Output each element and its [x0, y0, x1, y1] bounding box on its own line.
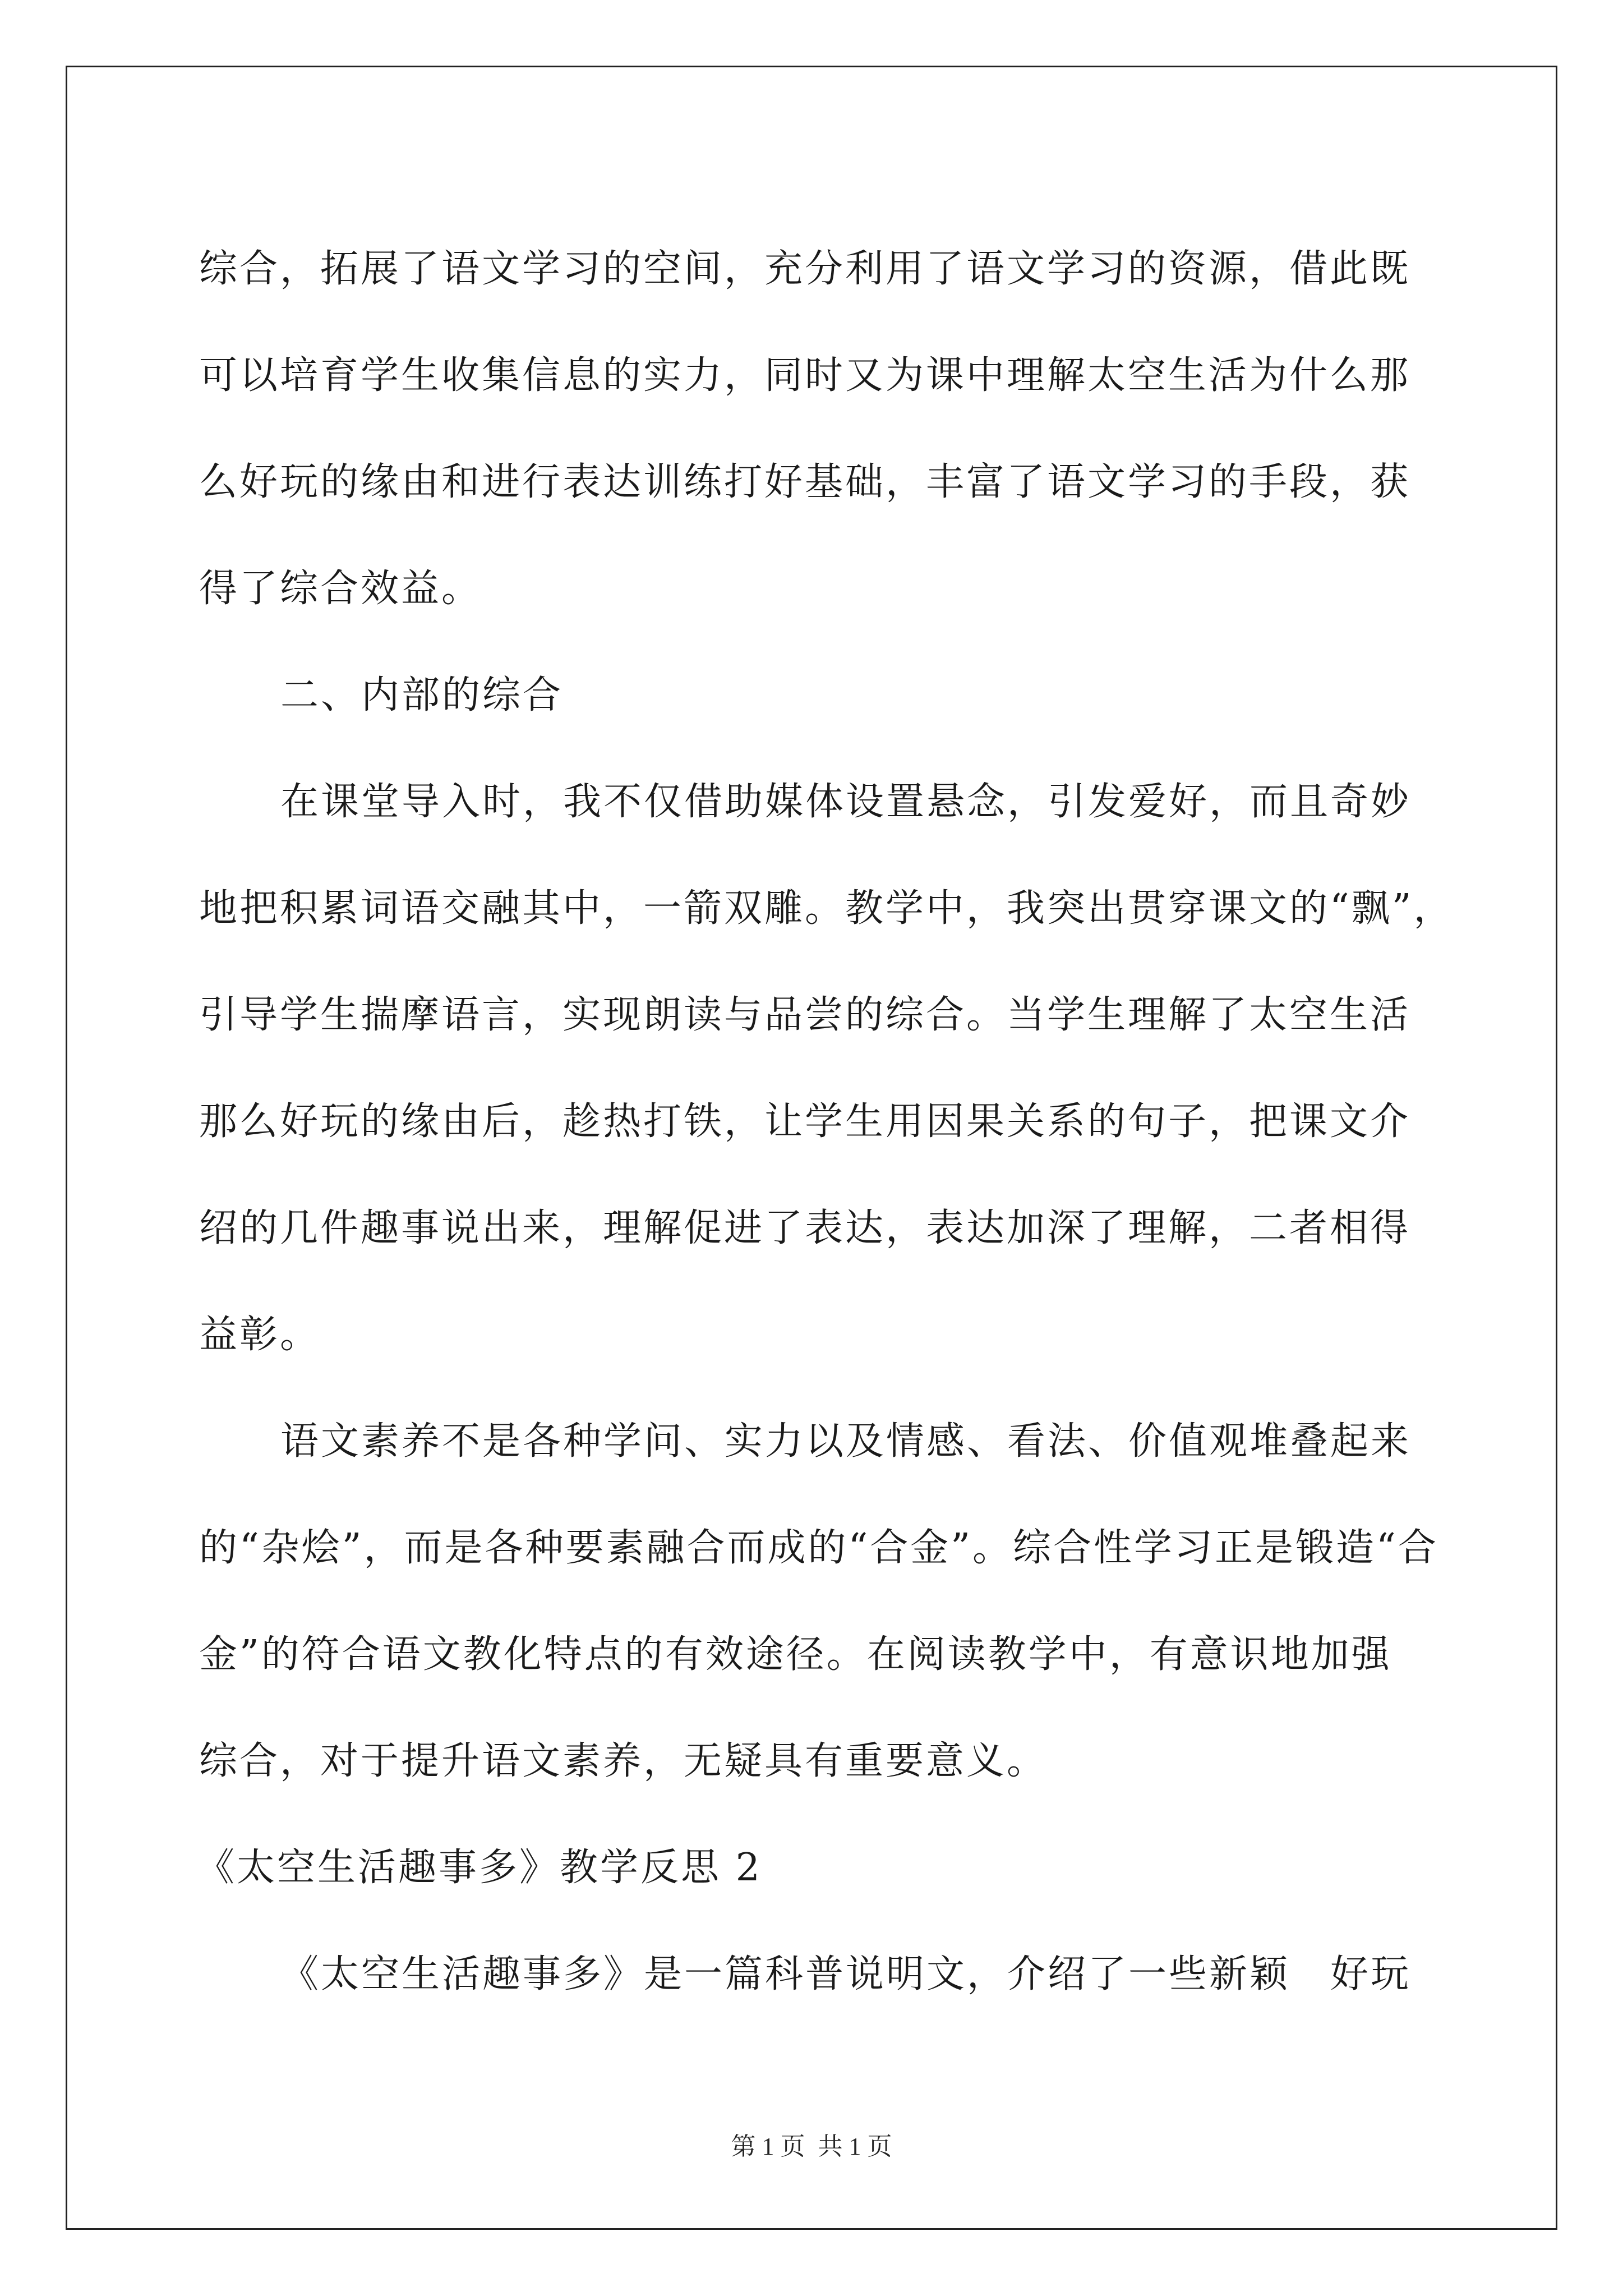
- section-heading: 二、内部的综合: [280, 673, 564, 717]
- text-line: 在课堂导入时，我不仅借助媒体设置悬念，引发爱好，而且奇妙: [280, 780, 1412, 824]
- text-line: 金”的符合语文教化特点的有效途径。在阅读教学中，有意识地加强: [199, 1632, 1392, 1677]
- text-line: 《太空生活趣事多》是一篇科普说明文，介绍了一些新颖 好玩: [280, 1952, 1412, 1996]
- text-line: 绍的几件趣事说出来，理解促进了表达，表达加深了理解，二者相得: [199, 1206, 1411, 1250]
- text-line: 综合，拓展了语文学习的空间，充分利用了语文学习的资源，借此既: [199, 247, 1411, 291]
- page-number: 第 1 页: [731, 2133, 805, 2160]
- document-body: [196, 216, 1467, 2028]
- text-line: 的“杂烩”，而是各种要素融合而成的“合金”。综合性学习正是锻造“合: [199, 1526, 1438, 1570]
- page-total: 共 1 页: [818, 2133, 892, 2160]
- text-line: 综合，对于提升语文素养，无疑具有重要意义。: [199, 1739, 1048, 1783]
- text-line: 地把积累词语交融其中，一箭双雕。教学中，我突出贯穿课文的“飘”，: [199, 886, 1454, 931]
- text-line: 语文素养不是各种学问、实力以及情感、看法、价值观堆叠起来: [280, 1419, 1412, 1464]
- text-line: 那么好玩的缘由后，趁热打铁，让学生用因果关系的句子，把课文介: [199, 1099, 1411, 1144]
- text-line: 引导学生揣摩语言，实现朗读与品尝的综合。当学生理解了太空生活: [199, 993, 1411, 1037]
- text-line: 么好玩的缘由和进行表达训练打好基础，丰富了语文学习的手段，获: [199, 460, 1411, 504]
- text-line: 可以培育学生收集信息的实力，同时又为课中理解太空生活为什么那: [199, 353, 1411, 398]
- text-line: 得了综合效益。: [199, 567, 482, 611]
- article-title: 《太空生活趣事多》教学反思 2: [196, 1846, 762, 1890]
- page-footer: [0, 2126, 1623, 2162]
- text-line: 益彰。: [199, 1313, 321, 1357]
